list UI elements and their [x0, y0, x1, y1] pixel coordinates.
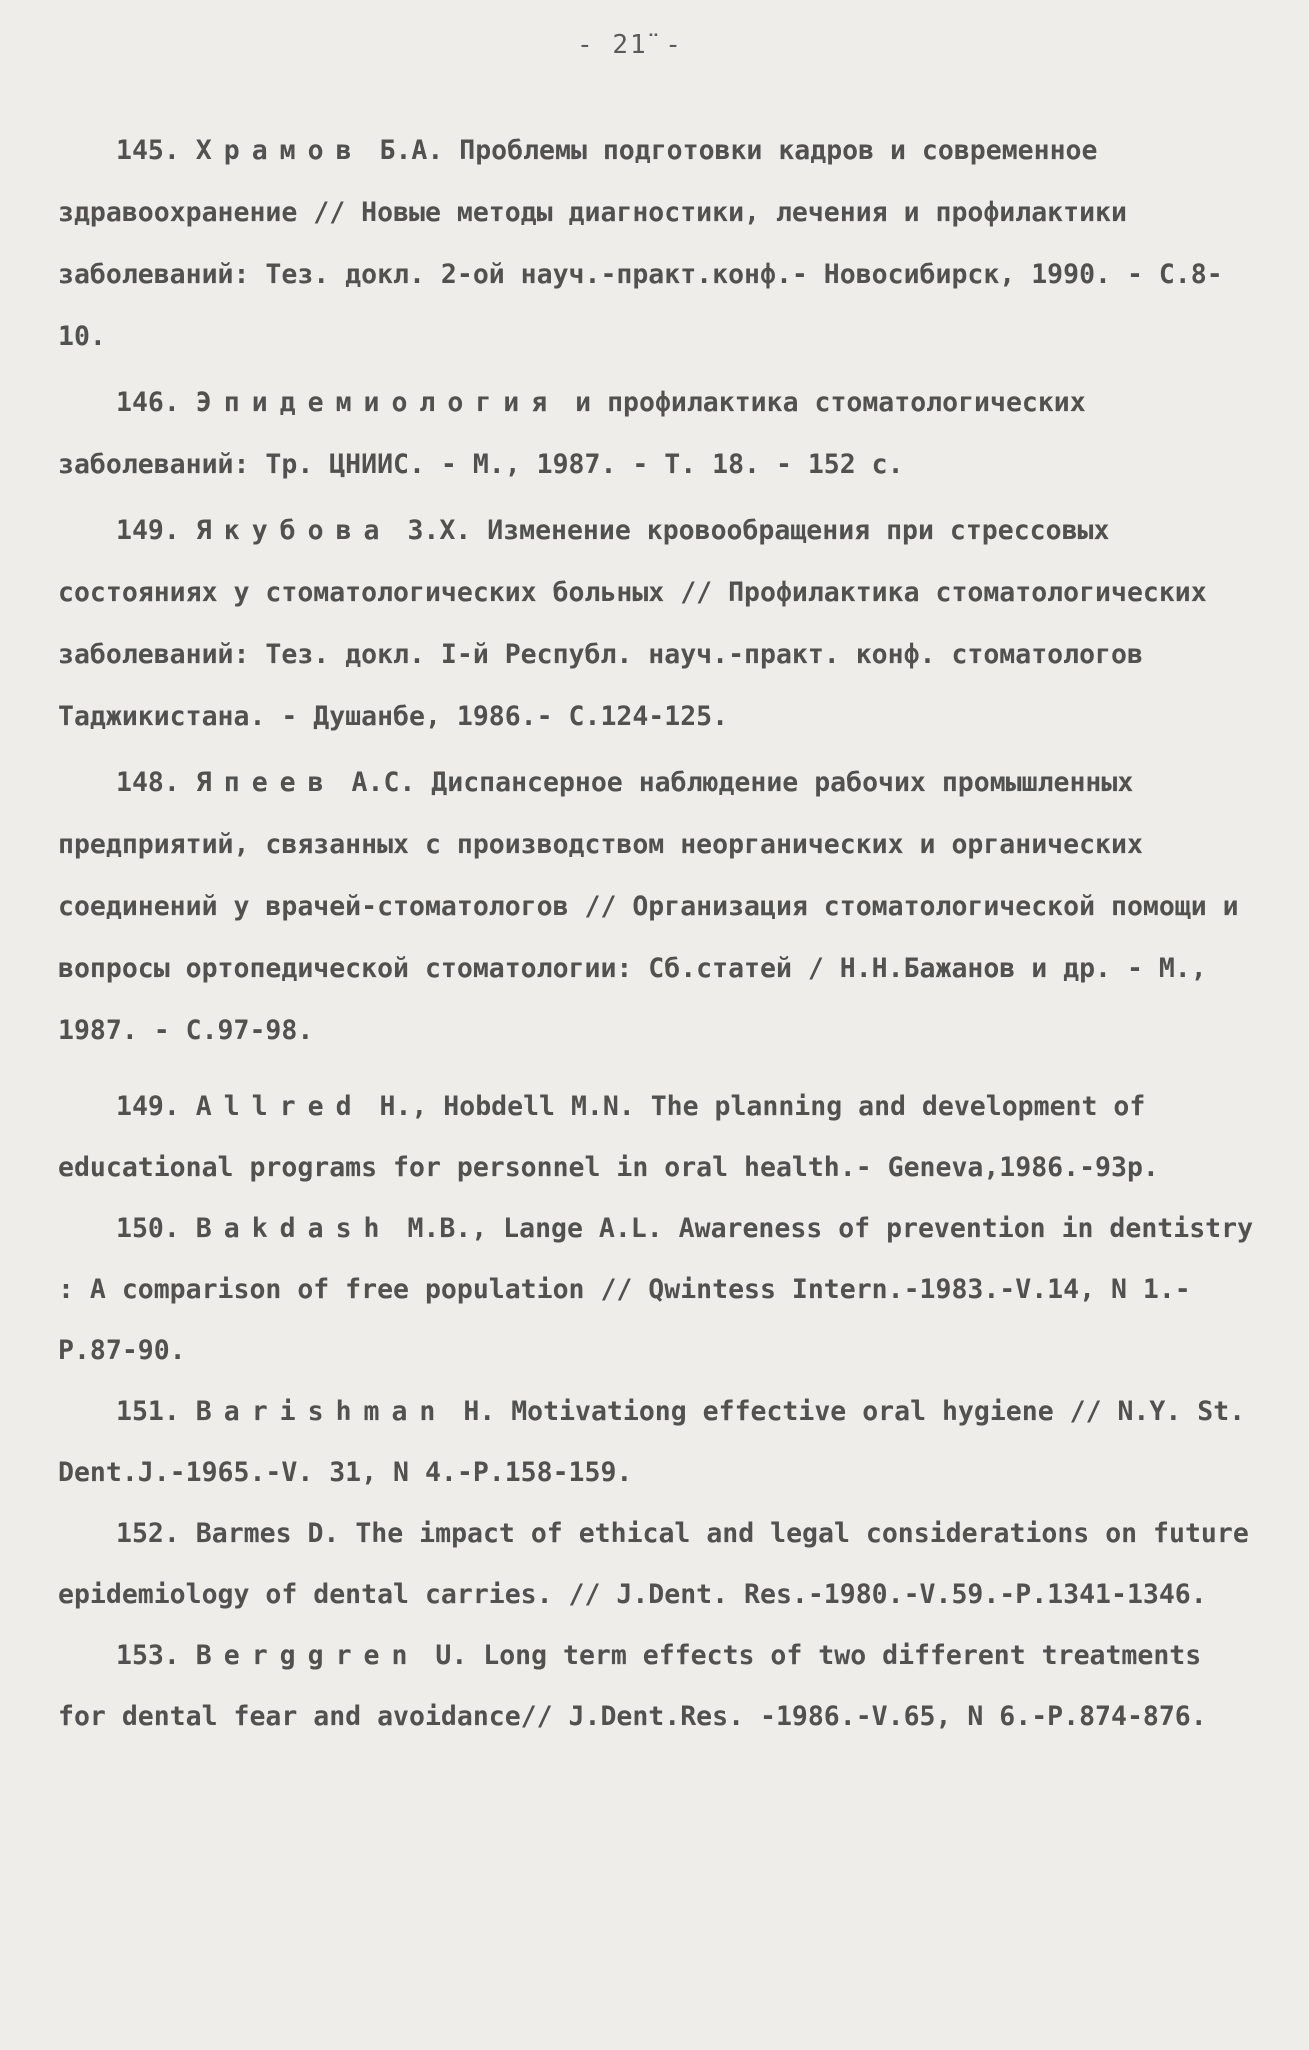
- reference-text: Б.А. Проблемы подготовки кадров и современное здравоохранение // Новые методы диагностики, лечения и профилактики заболеваний: Тез. докл. 2-ой науч.-практ.конф.- Новосибирск, 1990. - С.8-10.: [58, 135, 1223, 352]
- reference-number: 146.: [116, 387, 180, 418]
- reference-list: [58, 120, 1263, 1747]
- reference-text: M.B., Lange A.L. Awareness of prevention in dentistry : A comparison of free population // Qwintess Intern.-1983.-V.14, N 1.-P.87-90.: [58, 1213, 1254, 1366]
- reference-author: Berggren: [195, 1640, 420, 1671]
- reference-author: Эпидемиология: [195, 387, 560, 418]
- reference-item: [58, 372, 1263, 496]
- reference-text: З.Х. Изменение кровообращения при стрессовых состояниях у стоматологических больных // Профилактика стоматологических заболеваний: Тез. докл. I-й Республ. науч.-практ. конф. стоматологов Таджикистана. - Душанбе, 1986.- С.124-125.: [58, 515, 1207, 732]
- reference-text: H. Motivationg effective oral hygiene // N.Y. St. Dent.J.-1965.-V. 31, N 4.-P.158-159.: [58, 1396, 1246, 1488]
- reference-number: 148.: [116, 767, 180, 798]
- reference-item: [58, 1625, 1263, 1747]
- reference-author: Якубова: [195, 515, 392, 546]
- reference-text: А.С. Диспансерное наблюдение рабочих промышленных предприятий, связанных с производством неорганических и органических соединений у врачей-стоматологов // Организация стоматологической помощи и вопросы ортопедической стоматологии: Сб.статей / Н.Н.Бажанов и др. - М., 1987. - С.97-98.: [58, 767, 1239, 1046]
- reference-item: [58, 120, 1263, 368]
- reference-number: 152.: [116, 1518, 180, 1549]
- reference-number: 149.: [116, 515, 180, 546]
- reference-number: 153.: [116, 1640, 180, 1671]
- reference-number: 151.: [116, 1396, 180, 1427]
- reference-item: [58, 1198, 1263, 1381]
- reference-item: [58, 1381, 1263, 1503]
- reference-author: Bakdash: [195, 1213, 392, 1244]
- reference-text: H., Hobdell M.N. The planning and development of educational programs for personnel in oral health.- Geneva,1986.-93p.: [58, 1091, 1159, 1183]
- reference-item: [58, 1503, 1263, 1625]
- reference-item: [58, 752, 1263, 1062]
- reference-author: Япеев: [195, 767, 336, 798]
- reference-text: и профилактика стоматологических заболеваний: Тр. ЦНИИС. - М., 1987. - Т. 18. - 152 с.: [58, 387, 1086, 480]
- reference-item: [58, 1076, 1263, 1198]
- reference-item: [58, 500, 1263, 748]
- reference-number: 150.: [116, 1213, 180, 1244]
- reference-number: 145.: [116, 135, 180, 166]
- reference-author: Allred: [195, 1091, 364, 1122]
- reference-author: Храмов: [195, 135, 364, 166]
- reference-number: 149.: [116, 1091, 180, 1122]
- reference-author: Barishman: [195, 1396, 448, 1427]
- reference-text: U. Long term effects of two different treatments for dental fear and avoidance// J.Dent.Res. -1986.-V.65, N 6.-P.874-876.: [58, 1640, 1207, 1732]
- reference-text: Barmes D. The impact of ethical and legal considerations on future epidemiology of dental carries. // J.Dent. Res.-1980.-V.59.-P.1341-1346.: [58, 1518, 1249, 1610]
- page-number: - 21̈ -: [577, 30, 683, 60]
